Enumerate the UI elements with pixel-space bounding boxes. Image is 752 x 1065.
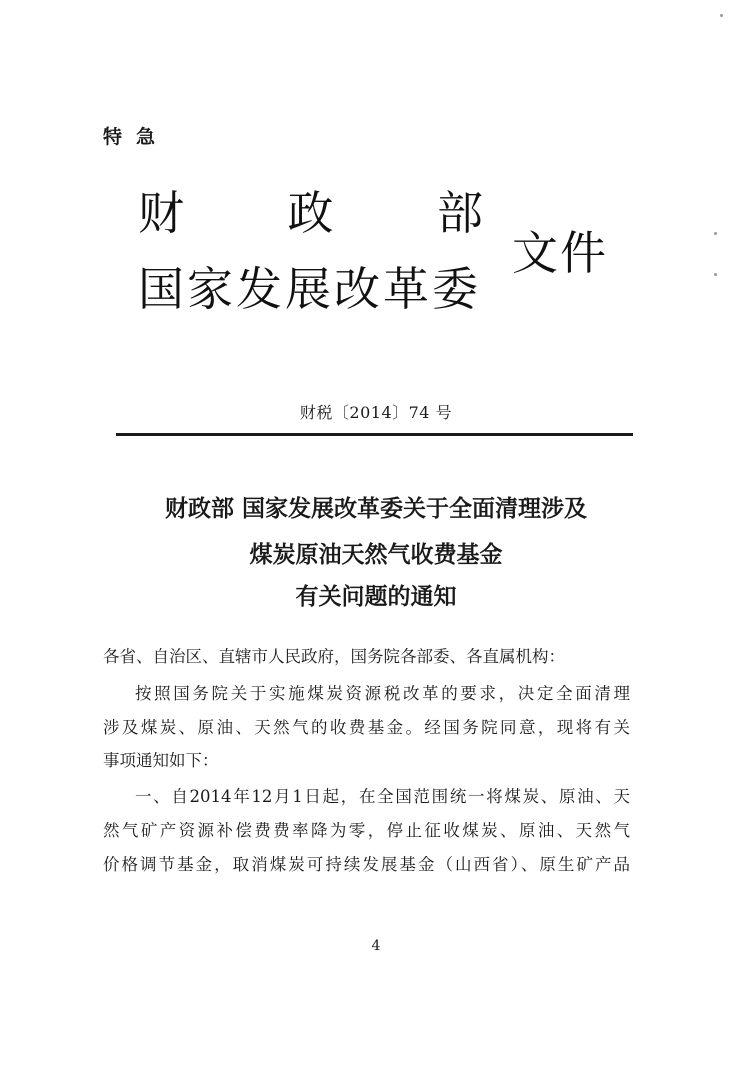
scan-speck bbox=[714, 273, 717, 276]
issuer-char: 财 bbox=[138, 186, 184, 240]
document-type-label: 文件 bbox=[512, 226, 608, 280]
issuer-char: 政 bbox=[287, 186, 334, 240]
document-number: 财税〔2014〕74 号 bbox=[299, 403, 453, 422]
header-divider bbox=[116, 433, 633, 436]
paragraph-1-line: 涉及煤炭、原油、天然气的收费基金。经国务院同意，现将有关 bbox=[103, 718, 630, 737]
scan-speck bbox=[720, 14, 723, 17]
issuer-ndrc: 国家发展改革委 bbox=[138, 262, 481, 316]
paragraph-1-line: 按照国务院关于实施煤炭资源税改革的要求，决定全面清理 bbox=[135, 684, 630, 703]
title-line-2: 煤炭原油天然气收费基金 bbox=[249, 542, 503, 568]
scan-speck bbox=[714, 232, 717, 235]
title-line-3: 有关问题的通知 bbox=[295, 584, 457, 610]
page-number: 4 bbox=[371, 938, 381, 954]
urgency-label: 特急 bbox=[103, 126, 170, 148]
paragraph-2-line: 一、自2014年12月1日起，在全国范围统一将煤炭、原油、天 bbox=[135, 787, 630, 806]
title-line-1: 财政部 国家发展改革委关于全面清理涉及 bbox=[164, 496, 587, 522]
paragraph-2-line: 价格调节基金，取消煤炭可持续发展基金（山西省）、原生矿产品 bbox=[103, 855, 630, 874]
paragraph-2-line: 然气矿产资源补偿费费率降为零，停止征收煤炭、原油、天然气 bbox=[103, 821, 630, 840]
paragraph-1-line: 事项通知如下： bbox=[103, 751, 219, 770]
addressee-line: 各省、自治区、直辖市人民政府，国务院各部委、各直属机构： bbox=[103, 647, 565, 666]
issuer-char: 部 bbox=[437, 186, 483, 240]
issuer-ministry-of-finance bbox=[138, 186, 483, 240]
